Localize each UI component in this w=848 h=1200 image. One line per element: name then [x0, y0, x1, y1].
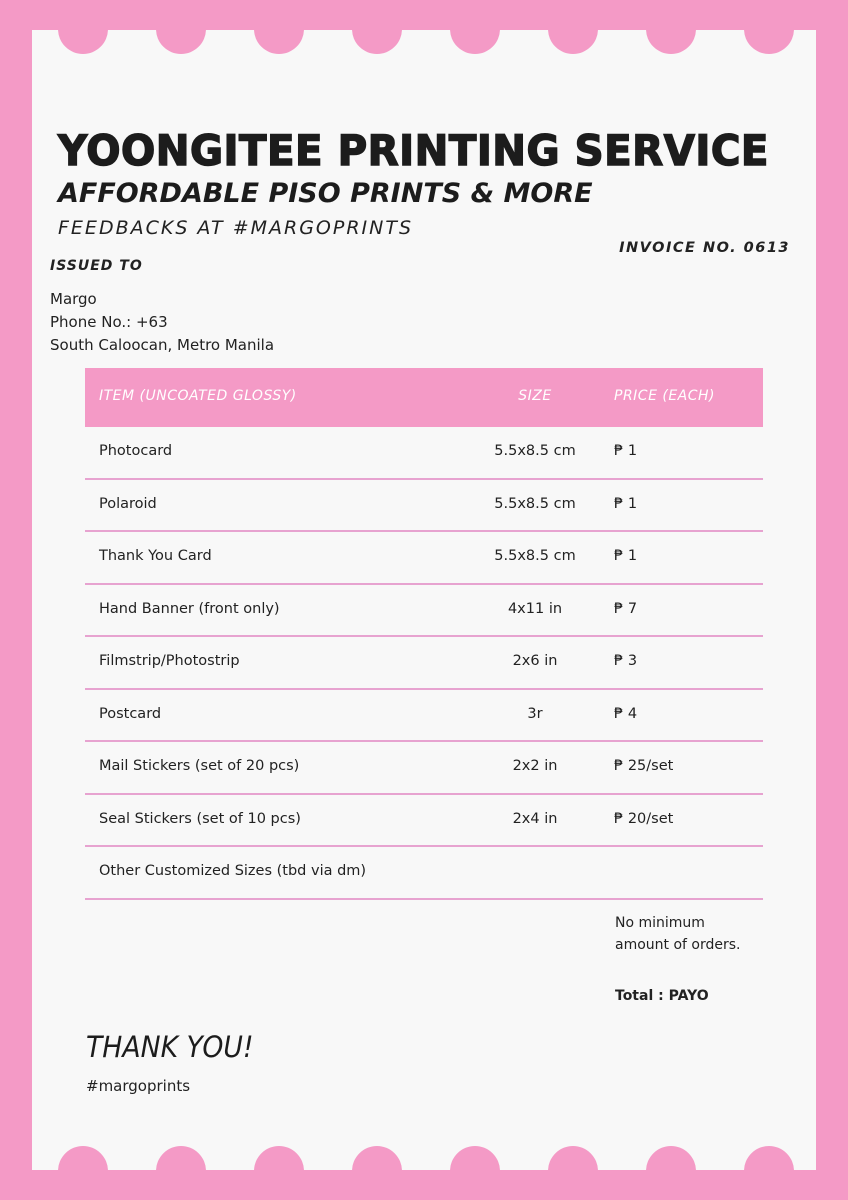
scallop-decoration: [450, 30, 500, 54]
scallop-decoration: [254, 30, 304, 54]
table-row: [85, 427, 763, 480]
row-item: Seal Stickers (set of 10 pcs): [99, 810, 301, 827]
table-row: [85, 637, 763, 690]
row-price: ₱ 25/set: [614, 758, 674, 774]
row-item: Hand Banner (front only): [99, 600, 280, 617]
row-price: ₱ 1: [614, 495, 638, 512]
row-item: Photocard: [99, 443, 173, 459]
row-item: Mail Stickers (set of 20 pcs): [99, 758, 300, 774]
row-price: ₱ 1: [614, 548, 638, 564]
table-row: [85, 847, 763, 900]
row-size: 3r: [527, 705, 543, 722]
row-size: 2x6 in: [512, 653, 558, 669]
table-row: [85, 480, 763, 533]
row-item: Filmstrip/Photostrip: [99, 653, 240, 669]
row-price: ₱ 20/set: [614, 810, 674, 827]
table-header: [85, 368, 763, 427]
row-size: 5.5x8.5 cm: [494, 495, 576, 512]
scallop-decoration: [744, 1146, 794, 1170]
scallop-decoration: [156, 30, 206, 54]
invoice-number: INVOICE NO. 0613: [619, 240, 790, 256]
hashtag-text: #margoprints: [86, 1077, 191, 1095]
row-item: Other Customized Sizes (tbd via dm): [99, 863, 367, 879]
row-price: ₱ 3: [614, 653, 638, 669]
row-size: 2x2 in: [512, 758, 558, 774]
scallop-decoration: [58, 1146, 108, 1170]
table-row: [85, 690, 763, 743]
row-size: 5.5x8.5 cm: [494, 548, 576, 564]
scallop-decoration: [744, 30, 794, 54]
header-size: SIZE: [518, 388, 552, 404]
feedback-line: FEEDBACKS AT #MARGOPRINTS: [58, 217, 414, 239]
business-subtitle: AFFORDABLE PISO PRINTS & MORE: [58, 178, 593, 209]
business-title: YOONGITEE PRINTING SERVICE: [58, 126, 769, 175]
scallop-decoration: [254, 1146, 304, 1170]
scallop-decoration: [450, 1146, 500, 1170]
customer-phone: Phone No.: +63: [50, 313, 168, 331]
scallop-decoration: [352, 1146, 402, 1170]
header-price: PRICE (EACH): [614, 388, 716, 404]
scallop-decoration: [646, 30, 696, 54]
table-row: [85, 532, 763, 585]
row-item: Thank You Card: [99, 548, 212, 564]
scallop-decoration: [646, 1146, 696, 1170]
scallop-decoration: [548, 1146, 598, 1170]
note-line: amount of orders.: [615, 937, 741, 953]
row-price: ₱ 7: [614, 600, 638, 617]
price-table: [85, 368, 763, 900]
row-price: ₱ 4: [614, 705, 638, 722]
order-note: [615, 912, 741, 956]
row-size: 2x4 in: [512, 810, 558, 827]
thank-you-text: THANK YOU!: [86, 1030, 254, 1064]
row-price: ₱ 1: [614, 443, 638, 459]
scallop-decoration: [58, 30, 108, 54]
scallop-decoration: [548, 30, 598, 54]
scallop-decoration: [156, 1146, 206, 1170]
total-line: Total : PAYO: [615, 988, 709, 1004]
row-size: 4x11 in: [507, 600, 563, 617]
row-size: 5.5x8.5 cm: [494, 443, 576, 459]
table-row: [85, 742, 763, 795]
customer-address: South Caloocan, Metro Manila: [50, 336, 275, 354]
issued-to-details: [50, 288, 274, 357]
header-item: ITEM (UNCOATED GLOSSY): [99, 388, 297, 404]
table-row: [85, 585, 763, 638]
row-item: Polaroid: [99, 495, 157, 512]
customer-name: Margo: [50, 290, 97, 308]
scallop-decoration: [352, 30, 402, 54]
table-row: [85, 795, 763, 848]
issued-to-label: ISSUED TO: [50, 258, 143, 274]
note-line: No minimum: [615, 915, 705, 931]
invoice-paper: [32, 30, 816, 1170]
row-item: Postcard: [99, 705, 162, 722]
